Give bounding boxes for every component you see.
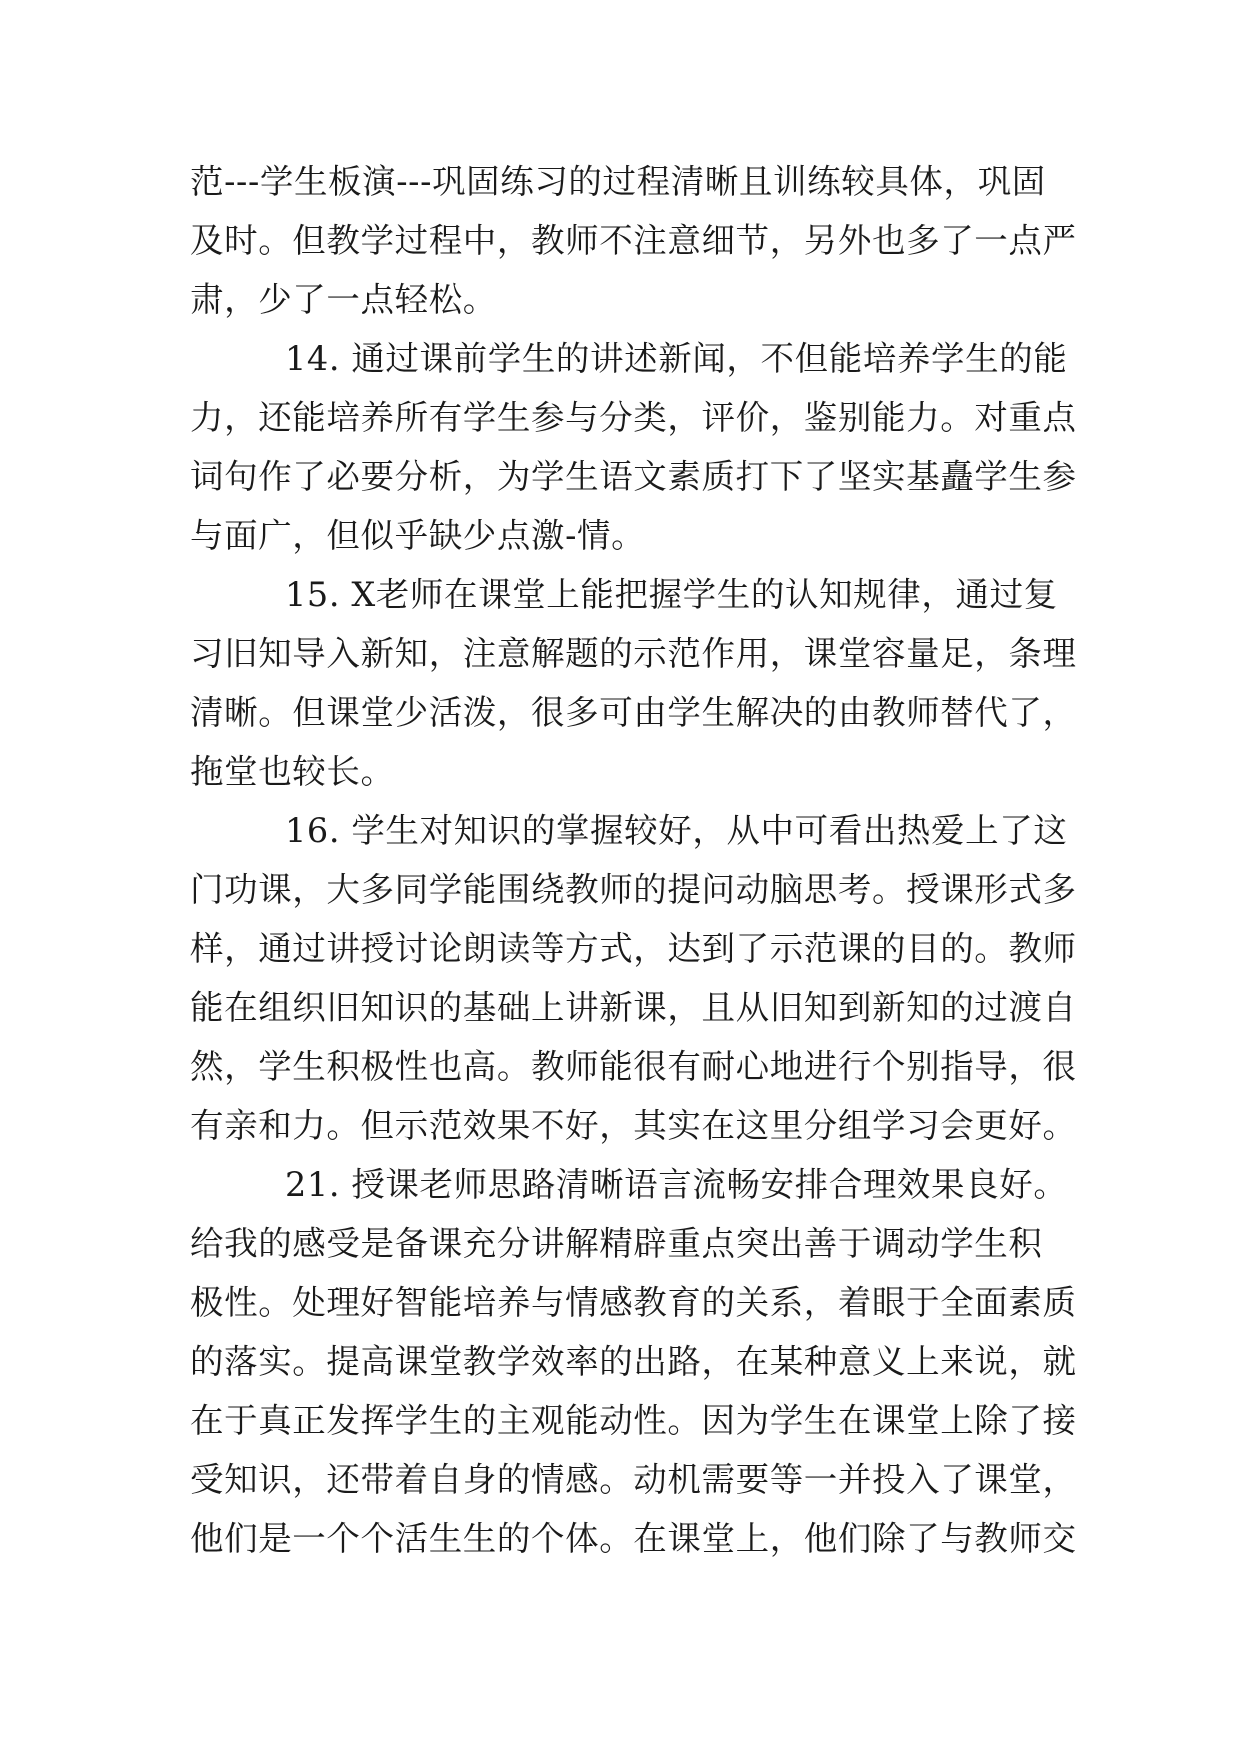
text-line: 他们是一个个活生生的个体。在课堂上，他们除了与教师交 (190, 1519, 1077, 1558)
text-line: 能在组织旧知识的基础上讲新课，且从旧知到新知的过渡自 (190, 988, 1077, 1027)
text-line: 受知识，还带着自身的情感。动机需要等一并投入了课堂， (190, 1460, 1077, 1499)
text-line: 拖堂也较长。 (190, 752, 395, 791)
text-line: 习旧知导入新知，注意解题的示范作用，课堂容量足，条理 (190, 634, 1077, 673)
text-line: 极性。处理好智能培养与情感教育的关系，着眼于全面素质 (190, 1283, 1077, 1322)
text-line: 给我的感受是备课充分讲解精辟重点突出善于调动学生积 (190, 1224, 1043, 1263)
document-body (190, 152, 1077, 1568)
text-line: 的落实。提高课堂教学效率的出路，在某种意义上来说，就 (190, 1342, 1077, 1381)
text-line: 样，通过讲授讨论朗读等方式，达到了示范课的目的。教师 (190, 929, 1077, 968)
text-line: 力，还能培养所有学生参与分类，评价，鉴别能力。对重点 (190, 398, 1077, 437)
text-line: 在于真正发挥学生的主观能动性。因为学生在课堂上除了接 (190, 1401, 1077, 1440)
text-line: 范---学生板演---巩固练习的过程清晰且训练较具体，巩固 (190, 162, 1046, 201)
text-line: 15. X老师在课堂上能把握学生的认知规律，通过复 (285, 575, 1058, 614)
text-line: 21. 授课老师思路清晰语言流畅安排合理效果良好。 (285, 1165, 1068, 1204)
text-line: 与面广，但似乎缺少点激-情。 (190, 516, 646, 555)
text-line: 16. 学生对知识的掌握较好，从中可看出热爱上了这 (285, 811, 1068, 850)
text-line: 门功课，大多同学能围绕教师的提问动脑思考。授课形式多 (190, 870, 1077, 909)
text-line: 然，学生积极性也高。教师能很有耐心地进行个别指导，很 (190, 1047, 1077, 1086)
text-line: 及时。但教学过程中，教师不注意细节，另外也多了一点严 (190, 221, 1077, 260)
text-line: 肃，少了一点轻松。 (190, 280, 497, 319)
text-line: 清晰。但课堂少活泼，很多可由学生解决的由教师替代了， (190, 693, 1077, 732)
text-line: 14. 通过课前学生的讲述新闻，不但能培养学生的能 (285, 339, 1068, 378)
text-line: 词句作了必要分析，为学生语文素质打下了坚实基矗学生参 (190, 457, 1077, 496)
text-line: 有亲和力。但示范效果不好，其实在这里分组学习会更好。 (190, 1106, 1077, 1145)
